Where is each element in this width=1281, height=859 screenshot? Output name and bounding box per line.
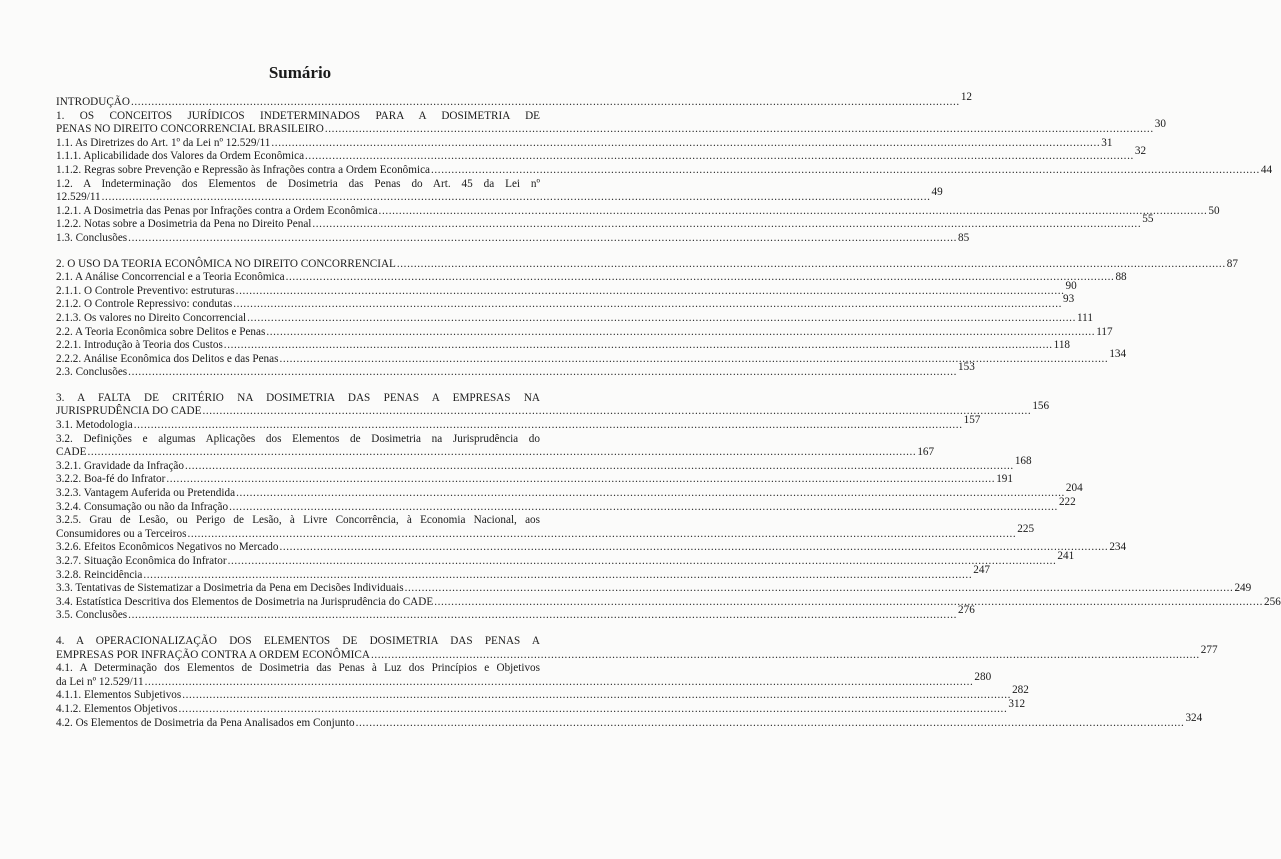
- toc-page-number: 225: [1017, 522, 1035, 535]
- toc-entry-title: 3.2.1. Gravidade da Infração: [56, 459, 184, 472]
- toc-page-number: 167: [917, 446, 935, 459]
- dot-leader: [145, 676, 974, 690]
- toc-entry: [56, 662, 992, 689]
- toc-entry-text-line: 1. OS CONCEITOS JURÍDICOS INDETERMINADOS PARA A DOSIMETRIA DE: [56, 109, 540, 122]
- dot-leader: [434, 596, 1263, 610]
- dot-leader: [286, 271, 1115, 285]
- toc-page-number: 49: [931, 186, 943, 199]
- toc-entry: [56, 684, 1029, 703]
- toc-entry-title: 2.1.2. O Controle Repressivo: condutas: [56, 298, 233, 311]
- toc-entry-title: 3.2.3. Vantagem Auferida ou Pretendida: [56, 487, 236, 500]
- toc-entry: [56, 697, 1026, 717]
- dot-leader: [236, 285, 1065, 299]
- toc-entry: [56, 432, 935, 460]
- toc-page-number: 85: [958, 231, 970, 244]
- toc-page-number: 157: [963, 414, 981, 427]
- dot-leader: [379, 205, 1208, 219]
- toc-page-number: 324: [1185, 711, 1203, 724]
- toc-page-number: 50: [1208, 204, 1220, 217]
- toc-page-number: 118: [1053, 339, 1071, 352]
- toc-entry-title: Consumidores ou a Terceiros: [56, 527, 187, 540]
- toc-entry-text-line: 4. A OPERACIONALIZAÇÃO DOS ELEMENTOS DE DOSIMETRIA DAS PENAS A: [56, 634, 540, 647]
- toc-entry: [56, 541, 1127, 555]
- toc-entry: [56, 361, 975, 380]
- dot-leader: [356, 717, 1185, 731]
- toc-entry-text-line: 3.2.5. Grau de Lesão, ou Perigo de Lesão, à Livre Concorrência, à Economia Nacional, aos: [56, 514, 540, 527]
- dot-leader: [233, 298, 1062, 312]
- toc-page-number: 277: [1200, 643, 1218, 656]
- dot-leader: [185, 460, 1014, 474]
- dot-leader: [229, 501, 1058, 515]
- toc-entry-title: 2. O USO DA TEORIA ECONÔMICA NO DIREITO CONCORRENCIAL: [56, 257, 396, 270]
- dot-leader: [179, 703, 1008, 717]
- toc-entry: [56, 204, 1220, 219]
- toc-entry: [56, 482, 1083, 501]
- toc-page-number: 30: [1154, 118, 1166, 131]
- dot-leader: [131, 96, 960, 110]
- toc-entry-title: 2.1.3. Os valores no Direito Concorrencial: [56, 311, 247, 324]
- toc-page-number: 191: [996, 473, 1013, 486]
- page-title: Sumário: [268, 63, 332, 82]
- toc-page-number: 93: [1063, 293, 1075, 306]
- toc-entry-title: INTRODUÇÃO: [56, 96, 130, 108]
- dot-leader: [187, 528, 1016, 542]
- toc-entry: [56, 563, 990, 583]
- dot-leader: [431, 164, 1260, 178]
- toc-entry: [56, 109, 1166, 137]
- toc-page-number: 117: [1096, 325, 1113, 338]
- toc-entry-title: 1.2.1. A Dosimetria das Penas por Infrações contra a Ordem Econômica: [56, 204, 378, 217]
- toc-entry-title: 1.1.1. Aplicabilidade dos Valores da Ordem Econômica: [56, 150, 305, 163]
- toc-entry-title: EMPRESAS POR INFRAÇÃO CONTRA A ORDEM ECONÔMICA: [56, 648, 370, 661]
- toc-page-number: 312: [1008, 697, 1026, 710]
- toc-page-number: 134: [1109, 347, 1127, 360]
- toc-entry-title: 1.1.2. Regras sobre Prevenção e Repressão às Infrações contra a Ordem Econômica: [56, 163, 431, 176]
- toc-entry-title: 3.2.4. Consumação ou não da Infração: [56, 500, 229, 513]
- toc-entry-title: 3.4. Estatística Descritiva dos Elementos de Dosimetria na Jurisprudência do CADE: [56, 595, 434, 608]
- toc-entry: [56, 339, 1071, 353]
- toc-entry-title: PENAS NO DIREITO CONCORRENCIAL BRASILEIRO: [56, 123, 324, 136]
- toc-entry: [56, 145, 1147, 164]
- toc-entry-title: 3.2.6. Efeitos Econômicos Negativos no Mercado: [56, 541, 279, 554]
- toc-page-number: 90: [1065, 279, 1077, 292]
- toc-entry: [56, 257, 1238, 272]
- toc-entry: [56, 454, 1032, 474]
- toc-page-number: 156: [1032, 400, 1050, 413]
- toc-entry-title: 1.2.2. Notas sobre a Dosimetria da Pena no Direito Penal: [56, 218, 312, 231]
- toc-entry-text-line: 3. A FALTA DE CRITÉRIO NA DOSIMETRIA DAS PENAS A EMPRESAS NA: [56, 391, 540, 404]
- toc-entry-title: 2.2.1. Introdução à Teoria dos Custos: [56, 339, 223, 352]
- dot-leader: [397, 258, 1226, 272]
- toc-entry: [56, 550, 1075, 569]
- toc-entry-title: CADE: [56, 446, 87, 459]
- toc-entry: [56, 279, 1077, 299]
- toc-entry-title: 3.2.2. Boa-fé do Infrator: [56, 473, 166, 486]
- toc-entry-text-line: 4.1. A Determinação dos Elementos de Dosimetria das Penas à Luz dos Princípios e Objetivos: [56, 662, 540, 675]
- toc-entry-title: 3.2.8. Reincidência: [56, 568, 143, 581]
- toc-page-number: 234: [1109, 541, 1127, 554]
- toc-entry-text-line: 1.2. A Indeterminação dos Elementos de Dosimetria das Penas do Art. 45 da Lei nº: [56, 177, 540, 190]
- dot-leader: [224, 339, 1053, 353]
- toc-page-number: 282: [1012, 684, 1029, 697]
- toc-entry: [56, 271, 1127, 285]
- toc-page-number: 44: [1260, 163, 1273, 176]
- toc-entry: [56, 177, 943, 205]
- dot-leader: [143, 569, 972, 583]
- dot-leader: [166, 473, 995, 487]
- toc-page-number: 247: [973, 563, 990, 576]
- dot-leader: [128, 232, 957, 246]
- dot-leader: [371, 649, 1200, 663]
- toc-entry: [56, 711, 1203, 731]
- toc-entry: [56, 604, 975, 623]
- dot-leader: [128, 609, 957, 623]
- toc-entry-title: 4.1.2. Elementos Objetivos: [56, 702, 178, 715]
- toc-entry: [56, 582, 1252, 596]
- toc-entry: [56, 514, 1035, 541]
- toc-page-number: 31: [1101, 136, 1113, 149]
- toc-entry-title: 12.529/11: [56, 191, 101, 204]
- toc-entry: [56, 91, 972, 110]
- dot-leader: [202, 405, 1031, 419]
- dot-leader: [279, 353, 1108, 367]
- dot-leader: [312, 218, 1141, 232]
- toc-entry-title: 3.1. Metodologia: [56, 419, 133, 432]
- table-of-contents: [56, 91, 1281, 730]
- toc-page-number: 153: [958, 361, 975, 374]
- toc-entry: [56, 136, 1113, 151]
- toc-entry-title: 3.5. Conclusões: [56, 609, 128, 622]
- dot-leader: [87, 446, 916, 460]
- toc-entry: [56, 391, 1050, 419]
- toc-page-number: 276: [958, 604, 975, 617]
- toc-entry-title: 2.1.1. O Controle Preventivo: estruturas: [56, 284, 235, 297]
- dot-leader: [236, 487, 1065, 501]
- toc-page-number: 280: [974, 670, 992, 683]
- dot-leader: [325, 123, 1154, 137]
- toc-page-number: 87: [1226, 257, 1238, 270]
- toc-entry-title: 3.2.7. Situação Econômica do Infrator: [56, 555, 227, 567]
- toc-entry-title: 1.3. Conclusões: [56, 231, 128, 244]
- toc-entry-title: 4.2. Os Elementos de Dosimetria da Pena Analisados em Conjunto: [56, 716, 355, 729]
- toc-page-number: 168: [1014, 454, 1032, 467]
- toc-entry: [56, 595, 1281, 610]
- dot-leader: [305, 150, 1134, 164]
- toc-entry-title: 2.1. A Análise Concorrencial e a Teoria Econômica: [56, 271, 285, 284]
- dot-leader: [102, 191, 931, 205]
- toc-page-number: 32: [1134, 145, 1147, 158]
- toc-entry-title: 2.2. A Teoria Econômica sobre Delitos e Penas: [56, 325, 266, 338]
- dot-leader: [182, 689, 1011, 703]
- toc-entry: [56, 634, 1218, 662]
- toc-page-number: 249: [1234, 582, 1252, 595]
- toc-entry-title: 2.2.2. Análise Econômica dos Delitos e das Penas: [56, 352, 279, 365]
- toc-entry: [56, 311, 1093, 326]
- dot-leader: [228, 555, 1057, 569]
- dot-leader: [266, 326, 1095, 340]
- toc-page-number: 55: [1142, 213, 1154, 226]
- toc-page-number: 241: [1057, 550, 1075, 562]
- toc-entry: [56, 293, 1075, 312]
- toc-entry: [56, 213, 1154, 232]
- toc-entry-title: 3.3. Tentativas de Sistematizar a Dosimetria da Pena em Decisões Individuais: [56, 582, 404, 595]
- toc-page-number: 111: [1076, 311, 1093, 324]
- toc-entry-title: 1.1. As Diretrizes do Art. 1º da Lei nº 12.529/11: [56, 136, 271, 149]
- toc-page-number: 88: [1115, 271, 1127, 284]
- dot-leader: [271, 137, 1100, 151]
- toc-entry: [56, 473, 1013, 487]
- dot-leader: [279, 541, 1108, 555]
- toc-entry: [56, 231, 970, 246]
- toc-page-number: 12: [960, 91, 972, 103]
- toc-entry: [56, 495, 1076, 515]
- toc-entry-title: JURISPRUDÊNCIA DO CADE: [56, 405, 202, 418]
- toc-entry: [56, 347, 1127, 367]
- toc-entry-title: da Lei nº 12.529/11: [56, 675, 144, 688]
- toc-page-number: 204: [1065, 482, 1083, 495]
- dot-leader: [247, 312, 1076, 326]
- toc-page-number: 256: [1264, 595, 1281, 608]
- dot-leader: [405, 582, 1234, 596]
- toc-entry: [56, 163, 1273, 178]
- dot-leader: [128, 366, 957, 380]
- toc-entry: [56, 325, 1113, 340]
- dot-leader: [134, 419, 963, 433]
- toc-entry-title: 2.3. Conclusões: [56, 366, 128, 379]
- toc-entry-text-line: 3.2. Definições e algumas Aplicações dos Elementos de Dosimetria na Jurisprudência do: [56, 432, 540, 445]
- toc-entry: [56, 414, 981, 433]
- toc-entry-title: 4.1.1. Elementos Subjetivos: [56, 689, 182, 702]
- toc-page-number: 222: [1058, 495, 1076, 508]
